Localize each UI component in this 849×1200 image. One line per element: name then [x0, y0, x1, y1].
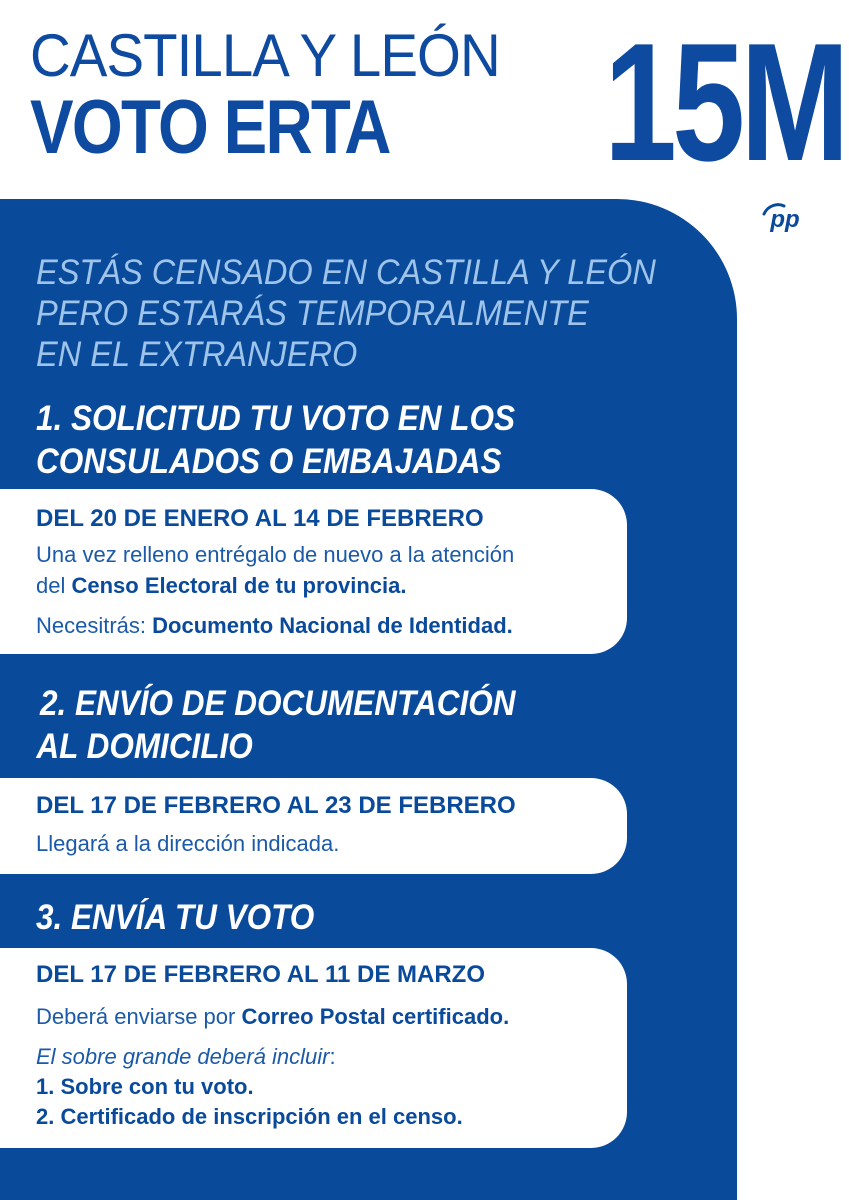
- list-item: 2. Certificado de inscripción en el censo.: [36, 1104, 463, 1129]
- step-title-line: CONSULADOS O EMBAJADAS: [36, 442, 502, 481]
- pp-logo-icon: [758, 202, 812, 232]
- step-title-line: 3. ENVÍA TU VOTO: [36, 898, 315, 937]
- need-prefix: Necesitrás:: [36, 613, 153, 638]
- need-bold: Documento Nacional de Identidad.: [152, 613, 513, 638]
- step-1-date: DEL 20 DE ENERO AL 14 DE FEBRERO: [36, 505, 484, 532]
- header-region: CASTILLA Y LEÓN: [30, 22, 500, 89]
- step-3-title: [36, 896, 314, 939]
- intro-text: [36, 252, 656, 375]
- step-2-date: DEL 17 DE FEBRERO AL 23 DE FEBRERO: [36, 792, 516, 819]
- intro-line: PERO ESTARÁS TEMPORALMENTE: [36, 294, 589, 333]
- italic-colon: :: [329, 1044, 336, 1069]
- step-1-text-line2: [36, 575, 406, 597]
- logo-text: pp: [770, 206, 800, 232]
- step-title-line: 1. SOLICITUD TU VOTO EN LOS: [36, 399, 515, 438]
- text-bold: Correo Postal certificado.: [241, 1004, 510, 1029]
- step-2-title: [36, 682, 516, 768]
- step-3-italic: [36, 1046, 336, 1068]
- intro-line: EN EL EXTRANJERO: [36, 335, 358, 374]
- step-1-need: [36, 615, 513, 637]
- date-badge: 15M: [604, 8, 845, 196]
- italic-text: El sobre grande deberá incluir: [36, 1044, 330, 1069]
- step-2-text: Llegará a la dirección indicada.: [36, 831, 340, 856]
- header-subtitle: VOTO ERTA: [30, 85, 390, 170]
- step-1-text-line1: Una vez relleno entrégalo de nuevo a la atención: [36, 542, 515, 567]
- step-1-title: [36, 397, 515, 483]
- step-2-card: [0, 778, 627, 874]
- step-3-card: [0, 948, 627, 1148]
- step-1-card: [0, 489, 627, 654]
- text-bold: Censo Electoral de tu provincia.: [71, 573, 407, 598]
- step-title-line: 2. ENVÍO DE DOCUMENTACIÓN: [40, 684, 516, 723]
- text-prefix: del: [36, 573, 72, 598]
- text-prefix: Deberá enviarse por: [36, 1004, 242, 1029]
- list-item: 1. Sobre con tu voto.: [36, 1074, 254, 1099]
- intro-line: ESTÁS CENSADO EN CASTILLA Y LEÓN: [36, 253, 656, 292]
- step-3-date: DEL 17 DE FEBRERO AL 11 DE MARZO: [36, 961, 485, 988]
- step-title-line: AL DOMICILIO: [36, 727, 253, 766]
- step-3-text: [36, 1006, 509, 1028]
